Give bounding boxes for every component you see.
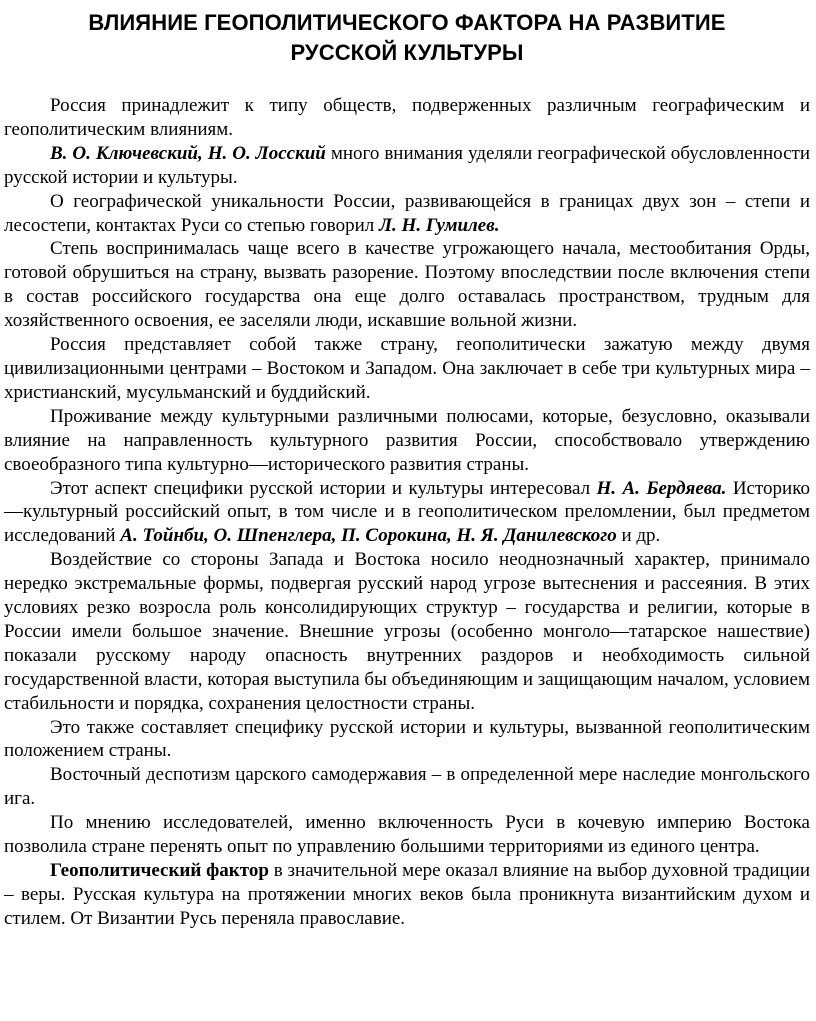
paragraph-5: Россия представляет собой также страну, геополитически зажатую между двумя цивилизационными центрами – Востоком и Западом. Она заключает в себе три культурных мира – христианский, мусульманский и буддийский. — [4, 334, 810, 403]
paragraph-7-text-1: Этот аспект специфики русской истории и культуры интересовал — [50, 477, 597, 499]
paragraph-11: По мнению исследователей, именно включенность Руси в кочевую империю Востока позволила стране перенять опыт по управлению большими территориями из единого центра. — [4, 812, 810, 858]
paragraph-12 — [4, 859, 810, 931]
paragraph-7-text-2: Историко—культурный российский опыт, в том числе и в геополитическом преломлении, был предметом исследований — [4, 477, 810, 547]
paragraph-10: Восточный деспотизм царского самодержавия – в определенной мере наследие монгольского ига. — [4, 764, 810, 810]
paragraph-9: Это также составляет специфику русской истории и культуры, вызванной геополитическим положением страны. — [4, 716, 810, 762]
paragraph-6: Проживание между культурными различными полюсами, которые, безусловно, оказывали влияние на направленность культурного развития России, способствовало утверждению своеобразного типа культурно—исторического развития страны. — [4, 405, 810, 475]
author-name-gumilev: Л. Н. Гумилев. — [379, 214, 500, 236]
title-line-1: ВЛИЯНИЕ ГЕОПОЛИТИЧЕСКОГО ФАКТОРА НА РАЗВИТИЕ — [88, 10, 726, 35]
paragraph-2-text: много внимания уделяли географической обусловленности русской истории и культуры. — [4, 142, 810, 188]
paragraph-8: Воздействие со стороны Запада и Востока носило неоднозначный характер, принимало нередко экстремальные формы, подвергая русский народ угрозе вытеснения и рассеяния. В этих условиях резко возросла роль консолидирующих структур – государства и религии, которые в России имели большое значение. Внешние угрозы (особенно монголо—татарское нашествие) показали русскому народу опасность внутренних раздоров и необходимость сильной государственной власти, которая выступила бы объединяющим и защищающим началом, условием стабильности и порядка, сохранения целостности страны. — [4, 549, 810, 714]
document-title — [4, 8, 810, 68]
paragraph-3-text: О географической уникальности России, развивающейся в границах двух зон – степи и лесостепи, контактах Руси со степью говорил — [4, 190, 810, 236]
paragraph-2 — [4, 142, 810, 190]
geopolitical-factor-term: Геополитический фактор — [50, 860, 269, 881]
title-line-2: РУССКОЙ КУЛЬТУРЫ — [290, 40, 524, 65]
author-names-researchers: А. Тойнби, О. Шпенглера, П. Сорокина, Н. Я. Данилевского — [120, 525, 617, 547]
author-names-klyuchevsky-lossky: В. О. Ключевский, Н. О. Лосский — [50, 142, 326, 164]
paragraph-4: Степь воспринималась чаще всего в качестве угрожающего начала, местообитания Орды, готовой обрушиться на страну, вызвать разорение. Поэтому впоследствии после включения степи в состав российского государства она еще долго оставалась пространством, трудным для хозяйственного освоения, ее заселяли люди, искавшие вольной жизни. — [4, 238, 810, 332]
paragraph-7 — [4, 477, 810, 549]
paragraph-1: Россия принадлежит к типу обществ, подверженных различным географическим и геополитическим влияниям. — [4, 95, 810, 140]
author-name-berdyaev: Н. А. Бердяева. — [596, 477, 727, 499]
paragraph-7-text-3: и др. — [616, 525, 661, 547]
paragraph-3 — [4, 190, 810, 238]
paragraph-12-text: в значительной мере оказал влияние на выбор духовной традиции – веры. Русская культура на протяжении многих веков была проникнута византийским духом и стилем. От Византии Русь переняла православие. — [4, 860, 810, 929]
